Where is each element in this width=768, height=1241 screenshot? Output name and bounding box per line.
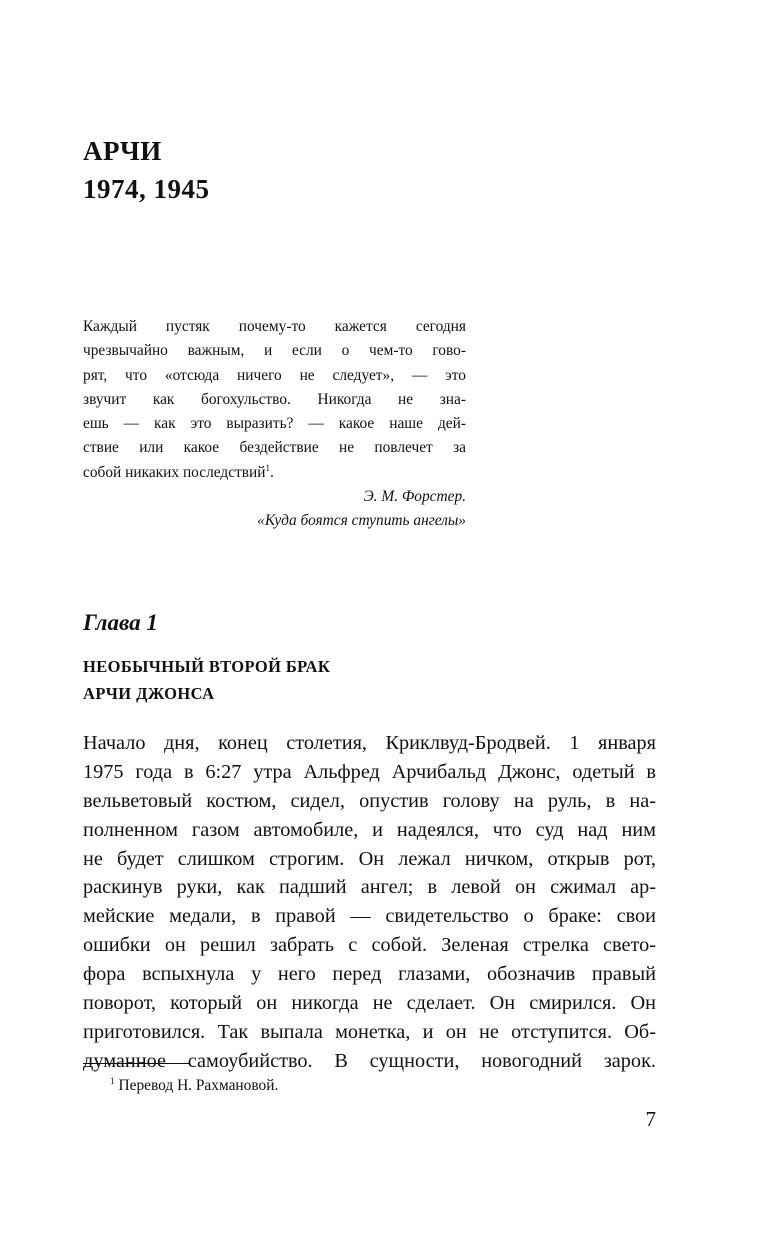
body-line: думанное самоубийство. В сущности, новогодний зарок. [83, 1049, 656, 1072]
body-text [83, 729, 656, 1076]
epigraph [83, 315, 466, 534]
footnote [110, 1075, 278, 1097]
epigraph-source: «Куда боятся ступить ангелы» [257, 512, 466, 530]
chapter-title [83, 653, 330, 707]
epigraph-line: Каждый пустяк почему-то кажется сегодня [83, 318, 466, 335]
part-name: АРЧИ [83, 136, 162, 166]
footnote-divider [83, 1063, 189, 1064]
chapter-number: Глава 1 [83, 610, 158, 635]
body-line: вельветовый костюм, сидел, опустив голову на руль, в на- [83, 789, 656, 812]
footnote-mark: 1 [110, 1076, 115, 1086]
page-number: 7 [645, 1107, 656, 1131]
chapter-title-line2: АРЧИ ДЖОНСА [83, 684, 215, 703]
epigraph-line: чрезвычайно важным, и если о чем-то гово- [83, 342, 466, 360]
body-line: приготовился. Так выпала монетка, и он не отступится. Об- [83, 1020, 656, 1043]
part-years: 1974, 1945 [83, 174, 210, 204]
epigraph-last-line-text: собой никаких последствий [83, 463, 266, 481]
epigraph-line: ствие или какое бездействие не повлечет за [83, 439, 466, 457]
part-title [83, 132, 210, 208]
body-line: раскинув руки, как падший ангел; в левой он сжимал ар- [83, 876, 656, 899]
epigraph-line: ешь — как это выразить? — какое наше дей- [83, 415, 466, 433]
body-line: не будет слишком строгим. Он лежал ничком, открыв рот, [83, 847, 656, 870]
body-line: ошибки он решил забрать с собой. Зеленая стрелка свето- [83, 934, 656, 957]
epigraph-footnote-mark[interactable]: 1 [265, 462, 271, 473]
body-line: мейские медали, в правой — свидетельство о браке: свои [83, 905, 656, 928]
body-line: 1975 года в 6:27 утра Альфред Арчибальд Джонс, одетый в [83, 760, 656, 783]
footnote-text: Перевод Н. Рахмановой. [118, 1077, 279, 1094]
body-line: Начало дня, конец столетия, Криклвуд-Бродвей. 1 января [83, 732, 656, 754]
chapter-title-line1: НЕОБЫЧНЫЙ ВТОРОЙ БРАК [83, 657, 331, 676]
epigraph-line: рят, что «отсюда ничего не следует», — это [83, 366, 466, 384]
epigraph-author: Э. М. Форстер. [363, 488, 466, 506]
body-line: фора вспыхнула у него перед глазами, обозначив правый [83, 963, 656, 986]
epigraph-line: звучит как богохульство. Никогда не зна- [83, 390, 466, 408]
epigraph-last-line: собой никаких последствий$^1$. [83, 462, 274, 481]
body-line: поворот, который он никогда не сделает. Он смирился. Он [83, 992, 656, 1015]
body-line: полненном газом автомобиле, и надеялся, что суд над ним [83, 818, 656, 841]
